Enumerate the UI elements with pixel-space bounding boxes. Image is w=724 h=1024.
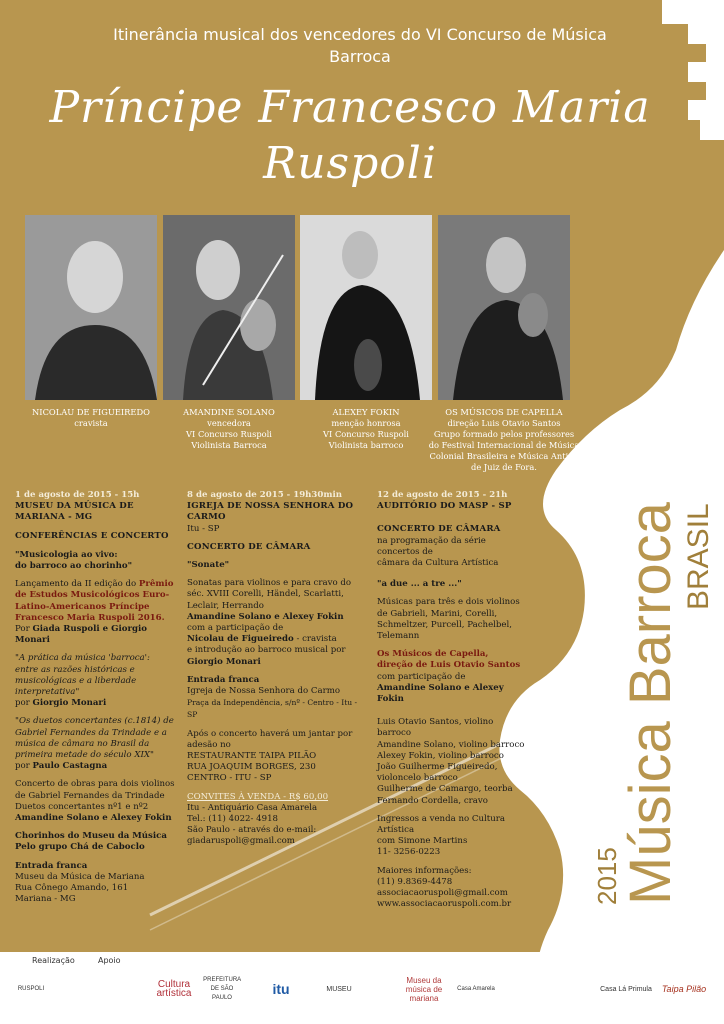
portrait-icon bbox=[25, 215, 157, 400]
column-event-2: 8 de agosto de 2015 - 19h30min IGREJA DE NOSSA SENHORA DO CARMO Itu - SP CONCERTO DE CÂMARA "Sonate" Sonatas para violinos e para cravo do séc. XVIII Corelli, Händel, Scarlatti, Leclair, Herrando Amandine Solano e Alexey Fokin com a participação de Nicolau de Figueiredo - cravista e introdução ao barroco musical por Giorgio Monari Entrada franca Igreja de Nossa Senhora do Carmo Praça da Independência, s/nº - Centro - Itu - SP Após o concerto haverá um jantar por adesão no RESTAURANTE TAIPA PILÃO RUA JOAQUIM BORGES, 230 CENTRO - ITU - SP CONVITES À VENDA - R$ 60,00 Itu - Antiquário Casa Amarela Tel.: (11) 4022- 4918 São Paulo - através do e-mail: giadaruspoli@gmail.com bbox=[187, 490, 358, 847]
photo-amandine bbox=[163, 215, 295, 400]
logo-museu: MUSEU bbox=[326, 985, 352, 993]
logo-casa-amarela: Casa Amarela bbox=[457, 985, 495, 992]
photo-musicos bbox=[438, 215, 570, 400]
caption-alexey: ALEXEY FOKIN menção honrosa VI Concurso Ruspoli Violinista barroco bbox=[323, 407, 409, 450]
portrait-violin-icon bbox=[438, 215, 570, 400]
logo-ruspoli: RUSPOLI bbox=[17, 985, 45, 992]
header-subtitle: Itinerância musical dos vencedores do VI Concurso de Música Barroca bbox=[113, 25, 607, 66]
portrait-violin-icon bbox=[300, 215, 432, 400]
photo-alexey bbox=[300, 215, 432, 400]
logo-casa-primula: Casa Lá Primula bbox=[600, 985, 652, 993]
main-title: Príncipe Francesco Maria Ruspoli bbox=[49, 82, 651, 189]
column-event-3: 12 de agosto de 2015 - 21h AUDITÓRIO DO MASP - SP CONCERTO DE CÂMARA na programação da série concertos de câmara da Cultura Artística "a due ... a tre ..." Músicas para três e dois violinos de Gabrieli, Marini, Corelli, Schmeltzer, Purcell, Pachelbel, Telemann Os Músicos de Capella, direção de Luis Otavio Santos com participação de Amandine Solano e Alexey Fokin Luis Otavio Santos, violino barroco Amandine Solano, violino barroco Alexey Fokin, violino barroco João Guilherme Figueiredo, violoncelo barroco Guilherme de Camargo, teorba Fernando Cordella, cravo Ingressos a venda no Cultura Artística com Simone Martins 11- 3256-0223 Maiores informações: (11) 9.8369-4478 associacaoruspoli@gmail.com www.associacaoruspoli.com.br bbox=[377, 490, 525, 910]
brand-name: Música Barroca bbox=[618, 502, 683, 905]
portrait-violin-icon bbox=[163, 215, 295, 400]
caption-amandine: AMANDINE SOLANO vencedora VI Concurso Ruspoli Violinista Barroca bbox=[183, 407, 275, 450]
caption-musicos: OS MÚSICOS DE CAPELLA direção Luis Otavio Santos Grupo formado pelos professores do Festival Internacional de Música Colonial Brasileira e Música Antiga de Juiz de Fora. bbox=[428, 407, 580, 472]
logo-prefeitura: PREFEITURA DE SÃO PAULO bbox=[203, 976, 242, 1001]
logo-itu: itu bbox=[272, 980, 290, 997]
brand-year: 2015 bbox=[592, 847, 622, 905]
caption-nicolau: NICOLAU DE FIGUEIREDO cravista bbox=[32, 407, 150, 428]
logo-cultura-artistica: Cultura artística bbox=[156, 979, 192, 999]
logo-museu-musica: Museu da música de mariana bbox=[405, 975, 443, 1003]
brand-logo bbox=[588, 500, 718, 920]
column-event-1: 1 de agosto de 2015 - 15h MUSEU DA MÚSICA DE MARIANA - MG CONFERÊNCIAS E CONCERTO "Musicologia ao vivo: do barroco ao chorinho" Lançamento da II edição do Prêmio de Estudos Musicológicos Euro-Latino-Americanos Príncipe Francesco Maria Ruspoli 2016. Por Giada Ruspoli e Giorgio Monari "A prática da música 'barroca': entre as razões históricas e musicológicas e a liberdade interpretativa" por Giorgio Monari "Os duetos concertantes (c.1814) de Gabriel Fernandes da Trindade e a música de câmara no Brasil da primeira metade do século XIX" por Paulo Castagna Concerto de obras para dois violinos de Gabriel Fernandes da Trindade Duetos concertantes nº1 e nº2 Amandine Solano e Alexey Fokin Chorinhos do Museu da Música Pelo grupo Chá de Caboclo Entrada franca Museu da Música de Mariana Rua Cônego Amando, 161 Mariana - MG bbox=[15, 490, 175, 905]
label-realizacao: Realização bbox=[32, 956, 75, 965]
label-apoio: Apoio bbox=[98, 956, 121, 965]
footer-sponsors bbox=[0, 952, 724, 1024]
photo-nicolau bbox=[25, 215, 157, 400]
logo-taipa-pilao: Taipa Pilão bbox=[661, 983, 707, 994]
brand-country: BRASIL bbox=[682, 503, 715, 610]
